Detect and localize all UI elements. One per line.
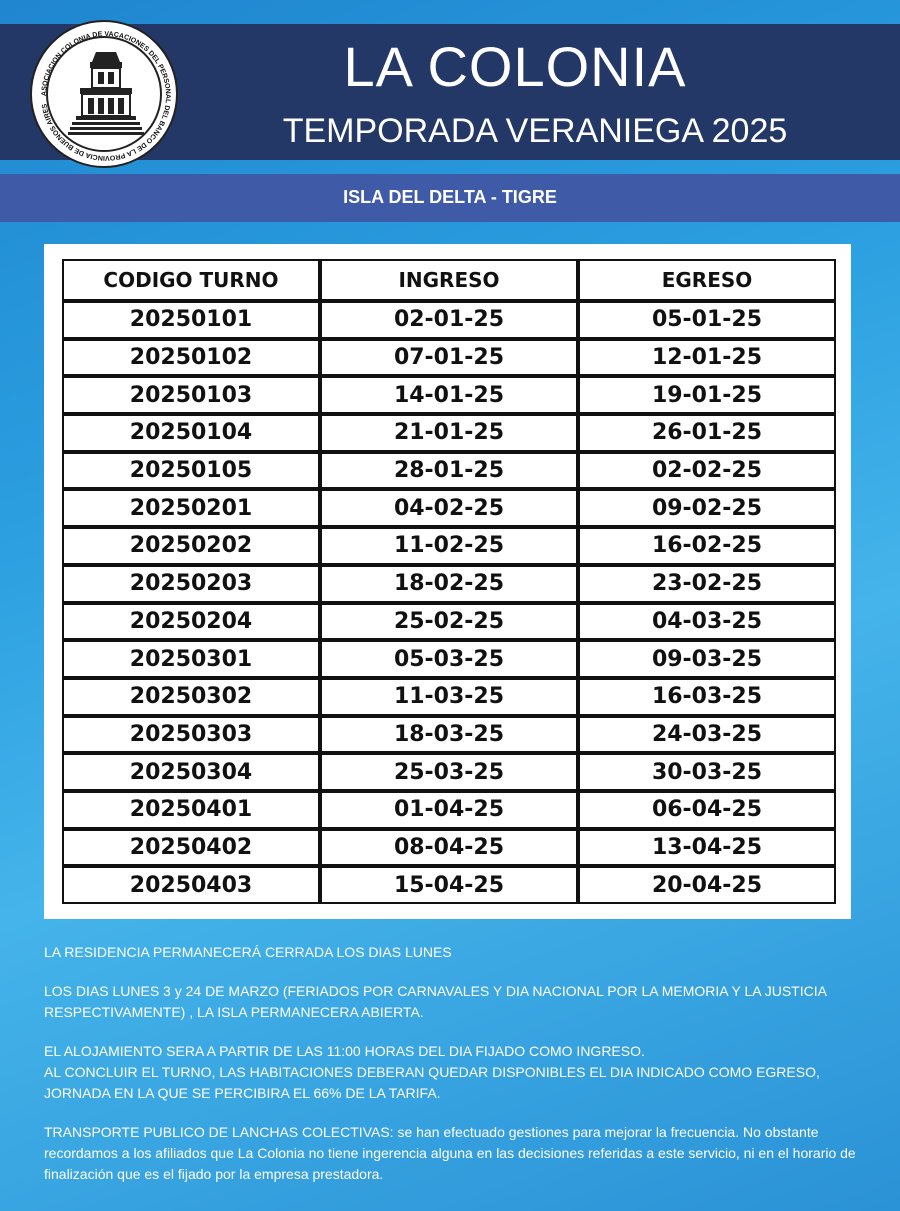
note-holidays: LOS DIAS LUNES 3 y 24 DE MARZO (FERIADOS POR CARNAVALES Y DIA NACIONAL POR LA MEMORIA Y LA JUSTICIA RESPECTIVAMENTE) , LA ISLA PERMANECERA ABIERTA. — [44, 983, 827, 1020]
ingreso-cell: 18-03-25 — [320, 716, 578, 754]
note-transport: TRANSPORTE PUBLICO DE LANCHAS COLECTIVAS: se han efectuado gestiones para mejorar la frecuencia. No obstante recordamos a los afiliados que La Colonia no tiene ingerencia alguna en las decisiones referidas a este servicio, ni en el horario de finalización que es el fijado por la empresa prestadora. — [44, 1124, 856, 1182]
codigo-cell: 20250104 — [62, 414, 320, 452]
egreso-cell: 16-02-25 — [578, 527, 836, 565]
table-row — [62, 678, 836, 716]
table-row — [62, 339, 836, 377]
table-row — [62, 452, 836, 490]
codigo-cell: 20250201 — [62, 489, 320, 527]
egreso-cell: 19-01-25 — [578, 376, 836, 414]
ingreso-cell: 25-02-25 — [320, 603, 578, 641]
column-header-ingreso: INGRESO — [320, 259, 578, 301]
codigo-cell: 20250202 — [62, 527, 320, 565]
ingreso-cell: 02-01-25 — [320, 301, 578, 339]
table-row — [62, 414, 836, 452]
egreso-cell: 09-03-25 — [578, 640, 836, 678]
egreso-cell: 16-03-25 — [578, 678, 836, 716]
table-row — [62, 301, 836, 339]
table-row — [62, 527, 836, 565]
table-row — [62, 753, 836, 791]
table-row — [62, 791, 836, 829]
codigo-cell: 20250301 — [62, 640, 320, 678]
schedule-table-card — [44, 244, 851, 919]
ingreso-cell: 05-03-25 — [320, 640, 578, 678]
codigo-cell: 20250403 — [62, 866, 320, 904]
column-header-egreso: EGRESO — [578, 259, 836, 301]
table-row — [62, 565, 836, 603]
ingreso-cell: 01-04-25 — [320, 791, 578, 829]
schedule-table — [62, 259, 836, 904]
table-row — [62, 829, 836, 867]
page-subtitle: TEMPORADA VERANIEGA 2025 — [282, 112, 788, 150]
association-logo — [30, 20, 178, 168]
codigo-cell: 20250101 — [62, 301, 320, 339]
ingreso-cell: 15-04-25 — [320, 866, 578, 904]
table-row — [62, 866, 836, 904]
logo-ring-text: ASOCIACION COLONIA DE VACACIONES DEL PERSONAL DEL BANCO DE LA PROVINCIA DE BUENOS AIRES — [40, 30, 172, 162]
ingreso-cell: 14-01-25 — [320, 376, 578, 414]
ingreso-cell: 08-04-25 — [320, 829, 578, 867]
table-row — [62, 716, 836, 754]
codigo-cell: 20250304 — [62, 753, 320, 791]
egreso-cell: 05-01-25 — [578, 301, 836, 339]
egreso-cell: 20-04-25 — [578, 866, 836, 904]
egreso-cell: 02-02-25 — [578, 452, 836, 490]
note-check-in-out: EL ALOJAMIENTO SERA A PARTIR DE LAS 11:00 HORAS DEL DIA FIJADO COMO INGRESO. AL CONCLUIR EL TURNO, LAS HABITACIONES DEBERAN QUEDAR DISPONIBLES EL DIA INDICADO COMO EGRESO, JORNADA EN LA QUE SE PERCIBIRA EL 66% DE LA TARIFA. — [44, 1043, 820, 1101]
table-row — [62, 640, 836, 678]
note-closed-mondays: LA RESIDENCIA PERMANECERÁ CERRADA LOS DIAS LUNES — [44, 944, 452, 960]
codigo-cell: 20250303 — [62, 716, 320, 754]
ingreso-cell: 04-02-25 — [320, 489, 578, 527]
codigo-cell: 20250302 — [62, 678, 320, 716]
codigo-cell: 20250203 — [62, 565, 320, 603]
table-row — [62, 603, 836, 641]
ingreso-cell: 11-02-25 — [320, 527, 578, 565]
building-icon — [32, 22, 180, 170]
codigo-cell: 20250401 — [62, 791, 320, 829]
ingreso-cell: 28-01-25 — [320, 452, 578, 490]
ingreso-cell: 11-03-25 — [320, 678, 578, 716]
table-header-row — [62, 259, 836, 301]
page-title: LA COLONIA — [343, 35, 687, 98]
ingreso-cell: 18-02-25 — [320, 565, 578, 603]
egreso-cell: 06-04-25 — [578, 791, 836, 829]
notes-section — [44, 942, 856, 1203]
codigo-cell: 20250105 — [62, 452, 320, 490]
ingreso-cell: 25-03-25 — [320, 753, 578, 791]
egreso-cell: 13-04-25 — [578, 829, 836, 867]
egreso-cell: 30-03-25 — [578, 753, 836, 791]
egreso-cell: 12-01-25 — [578, 339, 836, 377]
egreso-cell: 24-03-25 — [578, 716, 836, 754]
egreso-cell: 23-02-25 — [578, 565, 836, 603]
egreso-cell: 26-01-25 — [578, 414, 836, 452]
codigo-cell: 20250102 — [62, 339, 320, 377]
codigo-cell: 20250402 — [62, 829, 320, 867]
ingreso-cell: 21-01-25 — [320, 414, 578, 452]
egreso-cell: 09-02-25 — [578, 489, 836, 527]
ingreso-cell: 07-01-25 — [320, 339, 578, 377]
column-header-codigo: CODIGO TURNO — [62, 259, 320, 301]
table-row — [62, 376, 836, 414]
codigo-cell: 20250204 — [62, 603, 320, 641]
location-label: ISLA DEL DELTA - TIGRE — [343, 187, 557, 207]
codigo-cell: 20250103 — [62, 376, 320, 414]
table-row — [62, 489, 836, 527]
egreso-cell: 04-03-25 — [578, 603, 836, 641]
